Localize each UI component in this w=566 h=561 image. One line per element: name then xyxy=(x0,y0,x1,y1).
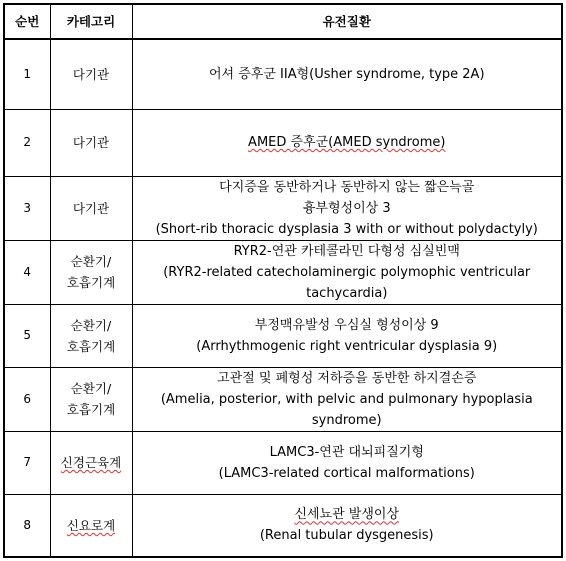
table-row xyxy=(4,240,562,304)
genetic-disease-table xyxy=(3,3,563,558)
category-text: 순환기/ 호흡기계 xyxy=(66,317,116,354)
row-disease xyxy=(132,39,562,109)
header-number: 순번 xyxy=(4,4,50,39)
row-category xyxy=(50,240,132,304)
category-text: 신요로계 xyxy=(66,517,116,533)
category-text: 순환기/ 호흡기계 xyxy=(66,254,116,290)
disease-line: (LAMC3-related cortical malformations) xyxy=(218,465,475,481)
disease-line: 어셔 증후군 IIA형(Usher syndrome, type 2A) xyxy=(208,66,485,82)
table-row xyxy=(4,109,562,176)
header-category: 카테고리 xyxy=(50,4,132,39)
row-disease xyxy=(132,240,562,304)
category-text: 순환기/ 호흡기계 xyxy=(66,381,116,417)
row-category xyxy=(50,39,132,109)
row-number: 5 xyxy=(4,304,50,367)
table-wrapper xyxy=(3,3,563,558)
row-number: 7 xyxy=(4,431,50,494)
disease-line: 부정맥유발성 우심실 형성이상 9 xyxy=(254,317,439,333)
table-row xyxy=(4,176,562,240)
row-disease xyxy=(132,431,562,494)
header-disease: 유전질환 xyxy=(132,4,562,39)
disease-line: LAMC3-연관 대뇌피질기형 xyxy=(269,444,424,460)
row-disease xyxy=(132,367,562,431)
table-row xyxy=(4,367,562,431)
category-text: 다기관 xyxy=(72,200,110,216)
row-category xyxy=(50,109,132,176)
row-number: 2 xyxy=(4,109,50,176)
table-row xyxy=(4,431,562,494)
row-number: 4 xyxy=(4,240,50,304)
disease-line: syndrome) xyxy=(311,412,382,428)
row-category xyxy=(50,494,132,557)
disease-line: 고관절 및 폐형성 저하증을 동반한 하지결손증 xyxy=(217,370,477,386)
disease-line: 흉부형성이상 3 xyxy=(302,200,391,216)
row-category xyxy=(50,304,132,367)
disease-line: (Arrhythmogenic right ventricular dysplasia 9) xyxy=(196,338,498,354)
disease-line: (Renal tubular dysgenesis) xyxy=(259,528,434,544)
table-row xyxy=(4,304,562,367)
row-number: 8 xyxy=(4,494,50,557)
row-disease xyxy=(132,304,562,367)
disease-line: AMED 증후군(AMED syndrome) xyxy=(248,135,446,150)
disease-line: RYR2-연관 카테콜라민 다형성 심실빈맥 xyxy=(233,243,460,259)
table-row xyxy=(4,494,562,557)
row-disease xyxy=(132,109,562,176)
header-row xyxy=(4,4,562,39)
row-number: 1 xyxy=(4,39,50,109)
disease-line: (Amelia, posterior, with pelvic and pulmonary hypoplasia xyxy=(160,391,533,407)
disease-line: 신세뇨관 발생이상 xyxy=(294,507,400,523)
table-row xyxy=(4,39,562,109)
row-disease xyxy=(132,176,562,240)
disease-line: (RYR2-related catecholaminergic polymophic ventricular xyxy=(163,264,531,280)
row-category xyxy=(50,367,132,431)
row-disease xyxy=(132,494,562,557)
category-text: 신경근육계 xyxy=(60,455,122,470)
disease-line: tachycardia) xyxy=(306,285,388,301)
row-number: 6 xyxy=(4,367,50,431)
row-category xyxy=(50,176,132,240)
category-text: 다기관 xyxy=(72,135,110,150)
disease-line: 다지증을 동반하거나 동반하지 않는 짧은늑골 xyxy=(219,179,475,195)
row-category xyxy=(50,431,132,494)
disease-line: (Short-rib thoracic dysplasia 3 with or without polydactyly) xyxy=(155,221,538,237)
category-text: 다기관 xyxy=(72,66,110,82)
row-number: 3 xyxy=(4,176,50,240)
